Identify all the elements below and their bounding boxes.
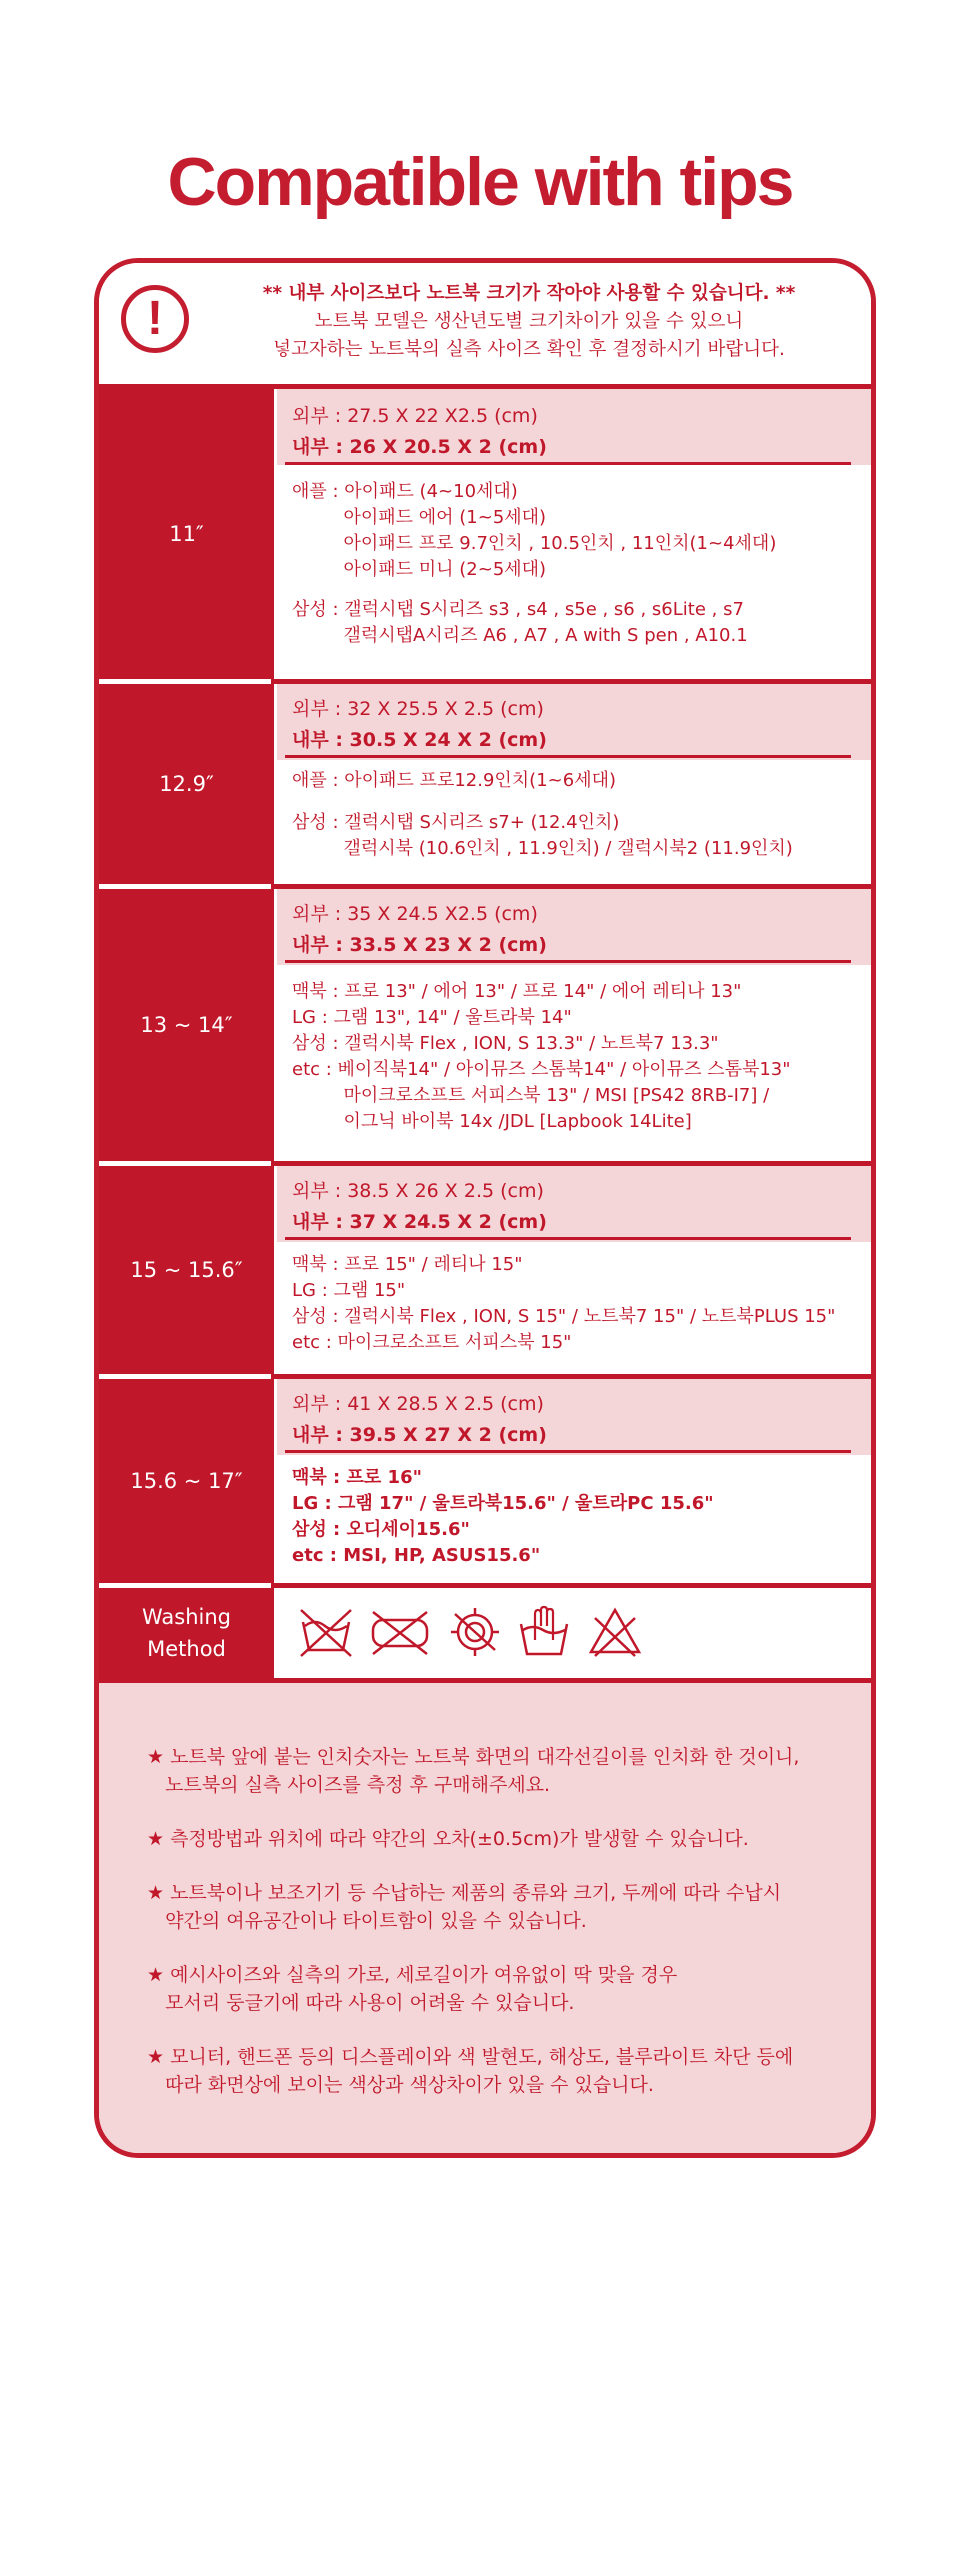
dimensions-box bbox=[277, 1166, 871, 1242]
dimension-rule bbox=[285, 1237, 851, 1240]
inner-dimensions: 내부 : 37 X 24.5 X 2 (cm) bbox=[292, 1211, 547, 1233]
outer-dimensions: 외부 : 41 X 28.5 X 2.5 (cm) bbox=[292, 1393, 544, 1415]
model-line: etc : 베이직북14" / 아이뮤즈 스톰북14" / 아이뮤즈 스톰북13" bbox=[292, 1059, 791, 1080]
size-section-13-14 bbox=[99, 889, 871, 1161]
model-line: 갤럭시탭A시리즈 A6 , A7 , A with S pen , A10.1 bbox=[292, 625, 748, 646]
model-line: 아이패드 프로 9.7인치 , 10.5인치 , 11인치(1~4세대) bbox=[292, 533, 777, 554]
size-label: 11″ bbox=[99, 389, 274, 679]
size-label: 13 ~ 14″ bbox=[99, 889, 274, 1161]
model-line: 삼성 : 갤럭시북 Flex , ION, S 13.3" / 노트북7 13.3" bbox=[292, 1033, 719, 1054]
notice-line-2: 노트북 모델은 생산년도별 크기차이가 있을 수 있으니 bbox=[314, 311, 744, 332]
inner-dimensions: 내부 : 26 X 20.5 X 2 (cm) bbox=[292, 436, 547, 458]
model-line: 삼성 : 오디세이15.6" bbox=[292, 1519, 470, 1540]
dimensions-box bbox=[277, 684, 871, 760]
size-section-15-15-6 bbox=[99, 1166, 871, 1374]
exclamation-circle-icon: ! bbox=[121, 285, 189, 353]
dimension-rule bbox=[285, 960, 851, 963]
dimension-rule bbox=[285, 755, 851, 758]
model-line: 아이패드 미니 (2~5세대) bbox=[292, 559, 547, 580]
outer-dimensions: 외부 : 35 X 24.5 X2.5 (cm) bbox=[292, 903, 538, 925]
no-bleach-icon bbox=[587, 1604, 643, 1660]
model-line: 맥북 : 프로 15" / 레티나 15" bbox=[292, 1254, 523, 1275]
notice-box bbox=[99, 263, 871, 384]
model-line: 갤럭시북 (10.6인치 , 11.9인치) / 갤럭시북2 (11.9인치) bbox=[292, 838, 793, 859]
model-line: etc : 마이크로소프트 서피스북 15" bbox=[292, 1332, 572, 1353]
model-line: 삼성 : 갤럭시탭 S시리즈 s3 , s4 , s5e , s6 , s6Lite , s7 bbox=[292, 599, 744, 620]
inner-dimensions: 내부 : 30.5 X 24 X 2 (cm) bbox=[292, 729, 547, 751]
no-iron-icon bbox=[447, 1604, 503, 1660]
note-1-line-2: 노트북의 실측 사이즈를 측정 후 구매해주세요. bbox=[147, 1774, 551, 1796]
page-title: Compatible with tips bbox=[167, 144, 793, 220]
no-wash-icon bbox=[297, 1604, 355, 1660]
dimensions-box bbox=[277, 1379, 871, 1455]
model-list bbox=[277, 1455, 871, 1583]
model-line: LG : 그램 15" bbox=[292, 1280, 406, 1301]
inner-dimensions: 내부 : 33.5 X 23 X 2 (cm) bbox=[292, 934, 547, 956]
dimension-rule bbox=[285, 1450, 851, 1453]
model-line: 삼성 : 갤럭시탭 S시리즈 s7+ (12.4인치) bbox=[292, 812, 620, 833]
model-line: 맥북 : 프로 16" bbox=[292, 1467, 422, 1488]
notice-line-1: ** 내부 사이즈보다 노트북 크기가 작아야 사용할 수 있습니다. ** bbox=[262, 283, 796, 304]
size-section-12-9 bbox=[99, 684, 871, 884]
note-2-line-1: ★ 측정방법과 위치에 따라 약간의 오차(±0.5cm)가 발생할 수 있습니다. bbox=[147, 1828, 749, 1850]
washing-method-label: Washing Method bbox=[99, 1588, 274, 1678]
model-line: 아이패드 에어 (1~5세대) bbox=[292, 507, 547, 528]
model-list bbox=[277, 760, 871, 884]
model-list bbox=[277, 1242, 871, 1374]
inner-dimensions: 내부 : 39.5 X 27 X 2 (cm) bbox=[292, 1424, 547, 1446]
outer-dimensions: 외부 : 27.5 X 22 X2.5 (cm) bbox=[292, 405, 538, 427]
model-line: 마이크로소프트 서피스북 13" / MSI [PS42 8RB-I7] / bbox=[292, 1085, 770, 1106]
note-4-line-2: 모서리 둥글기에 따라 사용이 어려울 수 있습니다. bbox=[147, 1992, 575, 2014]
model-line: LG : 그램 13", 14" / 울트라북 14" bbox=[292, 1007, 572, 1028]
size-section-15-6-17 bbox=[99, 1379, 871, 1583]
note-4-line-1: ★ 예시사이즈와 실측의 가로, 세로길이가 여유없이 딱 맞을 경우 bbox=[147, 1964, 678, 1986]
hand-wash-icon bbox=[515, 1604, 573, 1660]
model-line: 애플 : 아이패드 프로12.9인치(1~6세대) bbox=[292, 770, 616, 791]
dimensions-box bbox=[277, 389, 871, 465]
no-tumble-dry-icon bbox=[367, 1604, 433, 1660]
size-label: 12.9″ bbox=[99, 684, 274, 884]
notice-text bbox=[199, 279, 859, 364]
note-3-line-2: 약간의 여유공간이나 타이트함이 있을 수 있습니다. bbox=[147, 1910, 587, 1932]
model-list bbox=[277, 965, 871, 1161]
note-1-line-1: ★ 노트북 앞에 붙는 인치숫자는 노트북 화면의 대각선길이를 인치화 한 것이니, bbox=[147, 1746, 800, 1768]
model-line: 애플 : 아이패드 (4~10세대) bbox=[292, 481, 518, 502]
outer-dimensions: 외부 : 38.5 X 26 X 2.5 (cm) bbox=[292, 1180, 544, 1202]
note-5-line-2: 따라 화면상에 보이는 색상과 색상차이가 있을 수 있습니다. bbox=[147, 2074, 654, 2096]
size-section-11 bbox=[99, 389, 871, 679]
size-label: 15.6 ~ 17″ bbox=[99, 1379, 274, 1583]
washing-method-section bbox=[99, 1588, 871, 1678]
model-line: 삼성 : 갤럭시북 Flex , ION, S 15" / 노트북7 15" / 노트북PLUS 15" bbox=[292, 1306, 836, 1327]
note-3-line-1: ★ 노트북이나 보조기기 등 수납하는 제품의 종류와 크기, 두께에 따라 수납시 bbox=[147, 1882, 782, 1904]
model-line: 맥북 : 프로 13" / 에어 13" / 프로 14" / 에어 레티나 13" bbox=[292, 981, 742, 1002]
model-line: etc : MSI, HP, ASUS15.6" bbox=[292, 1545, 541, 1566]
notice-line-3: 넣고자하는 노트북의 실측 사이즈 확인 후 결정하시기 바랍니다. bbox=[273, 339, 785, 360]
dimensions-box bbox=[277, 889, 871, 965]
model-line: LG : 그램 17" / 울트라북15.6" / 울트라PC 15.6" bbox=[292, 1493, 714, 1514]
outer-dimensions: 외부 : 32 X 25.5 X 2.5 (cm) bbox=[292, 698, 544, 720]
size-label: 15 ~ 15.6″ bbox=[99, 1166, 274, 1374]
compatibility-table bbox=[94, 258, 876, 2158]
note-5-line-1: ★ 모니터, 핸드폰 등의 디스플레이와 색 발현도, 해상도, 블루라이트 차단 등에 bbox=[147, 2046, 794, 2068]
model-list bbox=[277, 465, 871, 679]
model-line: 이그닉 바이북 14x /JDL [Lapbook 14Lite] bbox=[292, 1111, 692, 1132]
notes-box bbox=[99, 1678, 871, 2158]
